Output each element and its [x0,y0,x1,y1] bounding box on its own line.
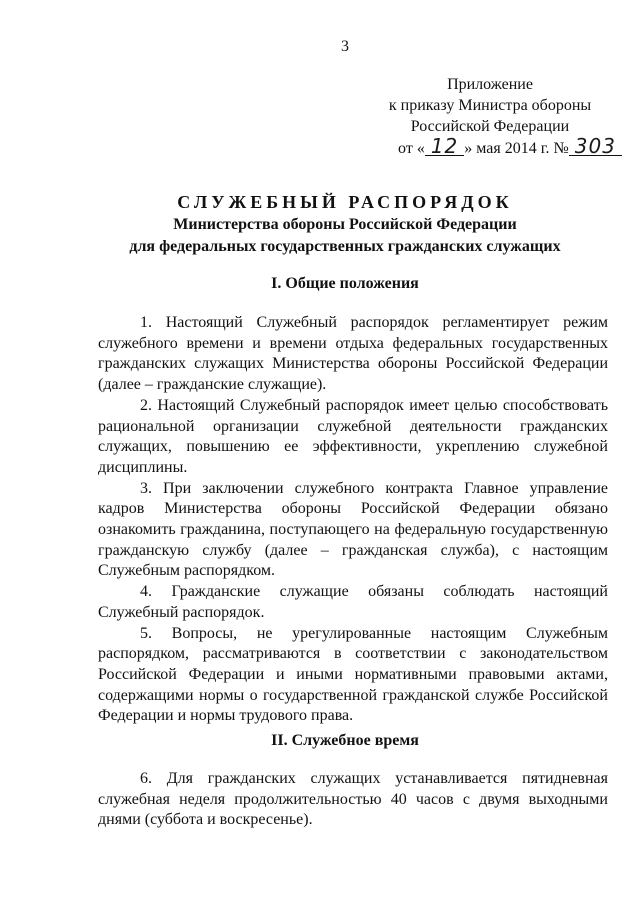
appendix-label: Приложение [447,76,533,93]
appendix-block [340,74,640,159]
paragraph-6: 6. Для гражданских служащих устанавливается пятидневная служебная неделя продолжительностью 40 часов с двумя выходными днями (суббота и воскресенье). [98,770,608,829]
paragraph-5: 5. Вопросы, не урегулированные настоящим Служебным распорядком, рассматриваются в соответствии с законодательством Российской Федерации и иными нормативными правовыми актами, содержащими нормы о государственной гражданской службе Российской Федерации и нормы трудового права. [98,624,608,725]
appendix-date-line [340,134,640,159]
paragraph-4: 4. Гражданские служащие обязаны соблюдать настоящий Служебный распорядок. [98,583,608,621]
paragraph-3: 3. При заключении служебного контракта Главное управление кадров Министерства обороны Российской Федерации обязано ознакомить гражданина, поступающего на федеральную государственную гражданскую службу (далее – гражданская служба), с настоящим Служебным распорядком. [98,479,608,580]
section-heading-general: I. Общие положения [271,275,419,292]
document-title [0,190,640,258]
title-subtitle-employees: для федеральных государственных гражданских служащих [129,238,561,255]
order-number-handwritten: 303 [569,137,622,156]
section-heading-service-time: II. Служебное время [271,732,419,749]
title-subtitle-ministry: Министерства обороны Российской Федерации [173,216,517,233]
date-prefix: от « [398,140,425,157]
paragraph-2: 2. Настоящий Служебный распорядок имеет целью способствовать рациональной организации служебной деятельности гражданских служащих, повышению ее эффективности, укреплению служебной дисциплины. [98,396,608,476]
appendix-order-ref: к приказу Министра обороны [388,97,592,114]
page-number: 3 [341,38,349,55]
title-main: СЛУЖЕБНЫЙ РАСПОРЯДОК [177,192,513,212]
date-month-year: » мая 2014 г. № [464,140,569,157]
date-day-handwritten: 12 [425,137,464,156]
section-general-body [98,313,608,727]
section-service-time-body [98,769,608,831]
appendix-country: Российской Федерации [410,118,570,135]
paragraph-1: 1. Настоящий Служебный распорядок регламентирует режим служебного времени и времени отдыха федеральных государственных гражданских служащих Министерства обороны Российской Федерации (далее – гражданские служащие). [98,314,608,394]
